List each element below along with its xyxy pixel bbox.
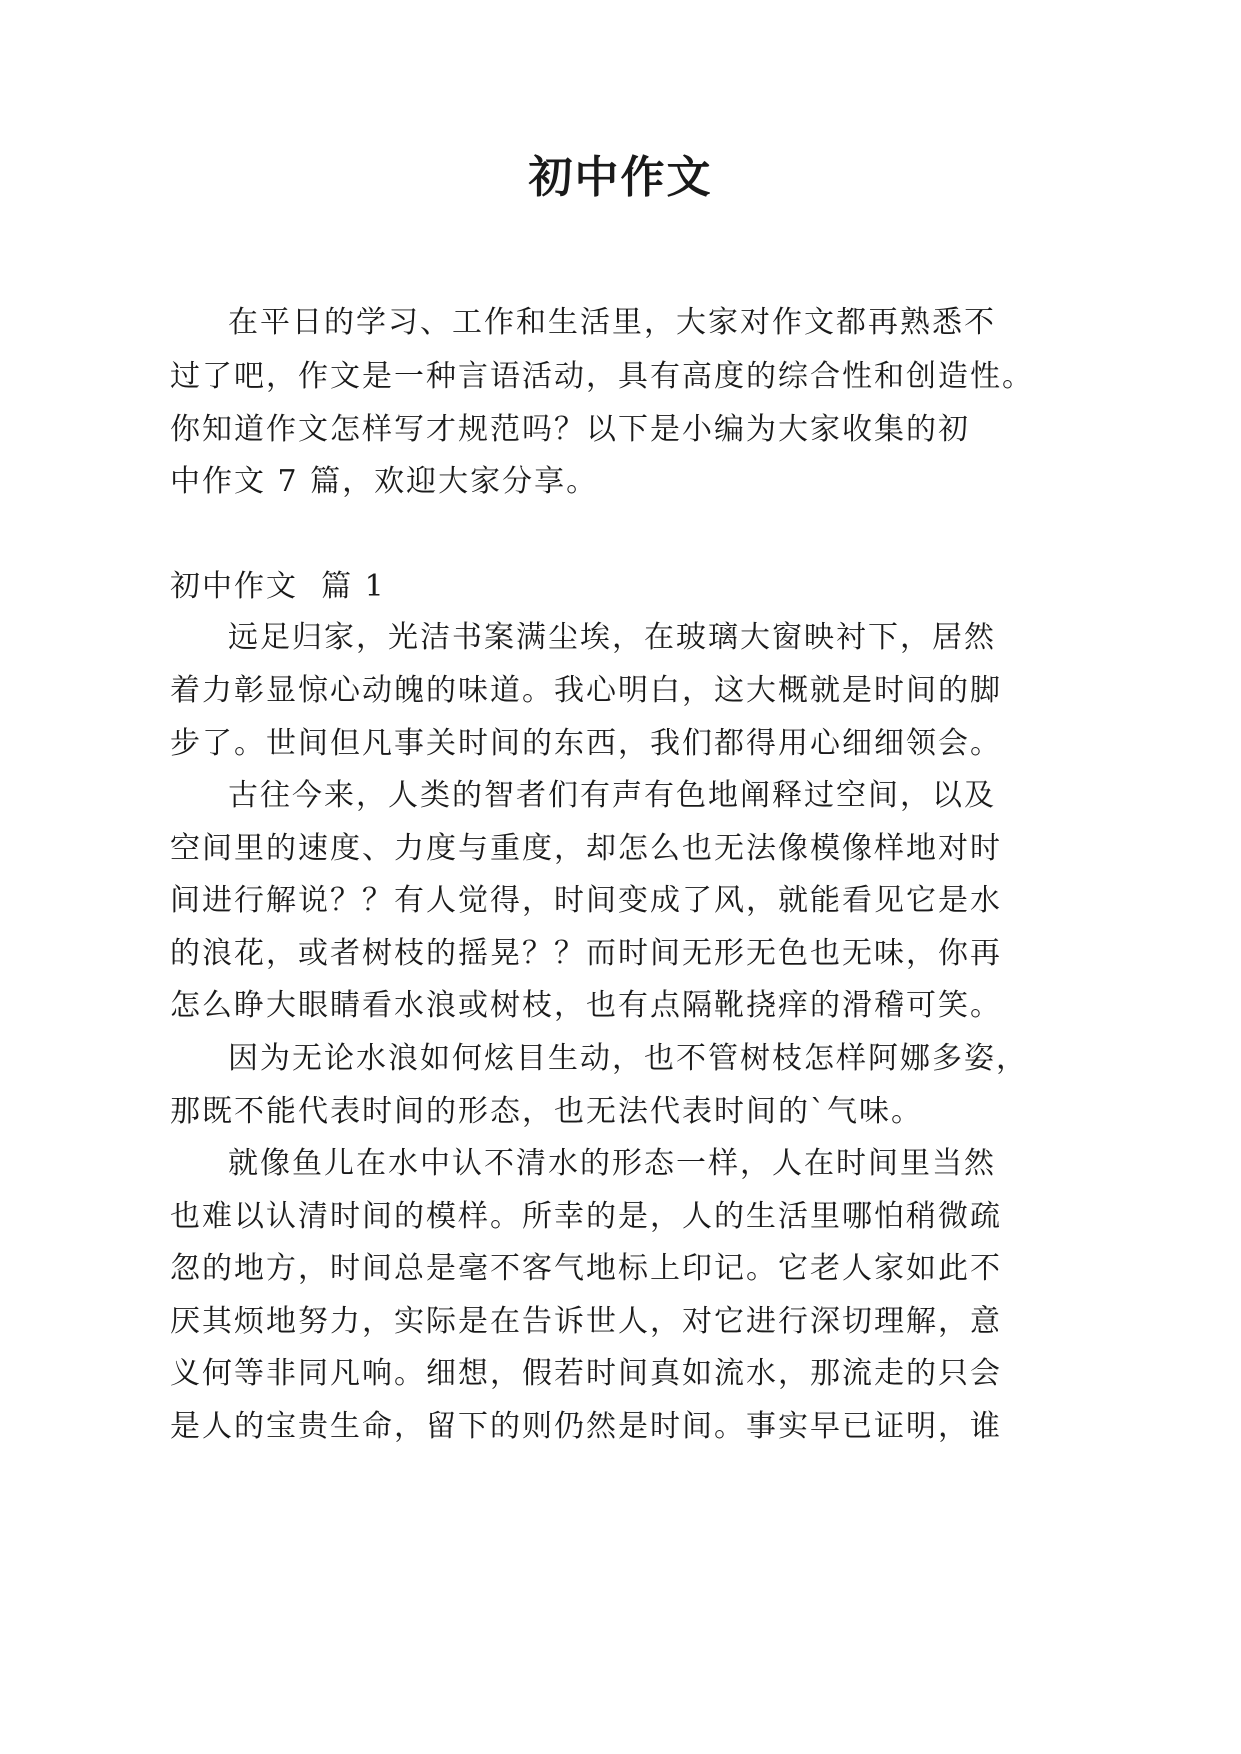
body-line <box>0 684 1241 761</box>
body-text: 怎么睁大眼睛看水浪或树枝，也有点隔靴挠痒的滑稽可笑。 <box>170 988 1002 1023</box>
body-text: 厌其烦地努力，实际是在告诉世人，对它进行深切理解，意 <box>170 1304 1002 1339</box>
body-text: 是人的宝贵生命，留下的则仍然是时间。事实早已证明，谁 <box>170 1409 1002 1444</box>
body-text: 就像鱼儿在水中认不清水的形态一样，人在时间里当然 <box>228 1146 996 1181</box>
body-text: 那既不能代表时间的形态，也无法代表时间的`气味。 <box>170 1094 923 1129</box>
body-text: 空间里的速度、力度与重度，却怎么也无法像模像样地对时 <box>170 831 1002 866</box>
body-line <box>0 1314 1241 1391</box>
body-line <box>0 999 1241 1076</box>
intro-text: 你知道作文怎样写才规范吗？以下是小编为大家收集的初 <box>170 412 970 447</box>
body-text: 着力彰显惊心动魄的味道。我心明白，这大概就是时间的脚 <box>170 673 1002 708</box>
body-text: 间进行解说？？有人觉得，时间变成了风，就能看见它是水 <box>170 883 1002 918</box>
body-text: 义何等非同凡响。细想，假若时间真如流水，那流走的只会 <box>170 1356 1002 1391</box>
intro-text: 在平日的学习、工作和生活里，大家对作文都再熟悉不 <box>228 305 996 340</box>
body-line <box>0 1367 1241 1444</box>
intro-text: 中作文 7 篇，欢迎大家分享。 <box>170 464 599 499</box>
body-text: 古往今来，人类的智者们有声有色地阐释过空间，以及 <box>228 778 996 813</box>
intro-line <box>0 422 1241 499</box>
intro-line <box>0 263 1241 340</box>
intro-text: 过了吧，作文是一种言语活动，具有高度的综合性和创造性。 <box>170 359 1034 394</box>
document-title: 初中作文 <box>528 152 713 203</box>
section-heading-text: 初中作文 篇 1 <box>170 569 386 604</box>
body-line <box>0 736 1241 813</box>
body-text: 步了。世间但凡事关时间的东西，我们都得用心细细领会。 <box>170 726 1002 761</box>
body-line <box>0 1262 1241 1339</box>
intro-line <box>0 370 1241 447</box>
body-text: 忽的地方，时间总是毫不客气地标上印记。它老人家如此不 <box>170 1251 1002 1286</box>
body-line <box>0 1209 1241 1286</box>
body-text: 也难以认清时间的模样。所幸的是，人的生活里哪怕稍微疏 <box>170 1199 1002 1234</box>
body-line <box>0 578 1241 655</box>
intro-line <box>0 317 1241 394</box>
body-line <box>0 631 1241 708</box>
body-line <box>0 1157 1241 1234</box>
body-text: 因为无论水浪如何炫目生动，也不管树枝怎样阿娜多姿， <box>228 1041 1028 1076</box>
body-text: 远足归家，光洁书案满尘埃，在玻璃大窗映衬下，居然 <box>228 620 996 655</box>
body-line <box>0 789 1241 866</box>
body-line <box>0 946 1241 1023</box>
body-line <box>0 1104 1241 1181</box>
body-line <box>0 1052 1241 1129</box>
body-text: 的浪花，或者树枝的摇晃？？而时间无形无色也无味，你再 <box>170 936 1002 971</box>
body-line <box>0 894 1241 971</box>
section-heading <box>0 527 1241 604</box>
body-line <box>0 841 1241 918</box>
